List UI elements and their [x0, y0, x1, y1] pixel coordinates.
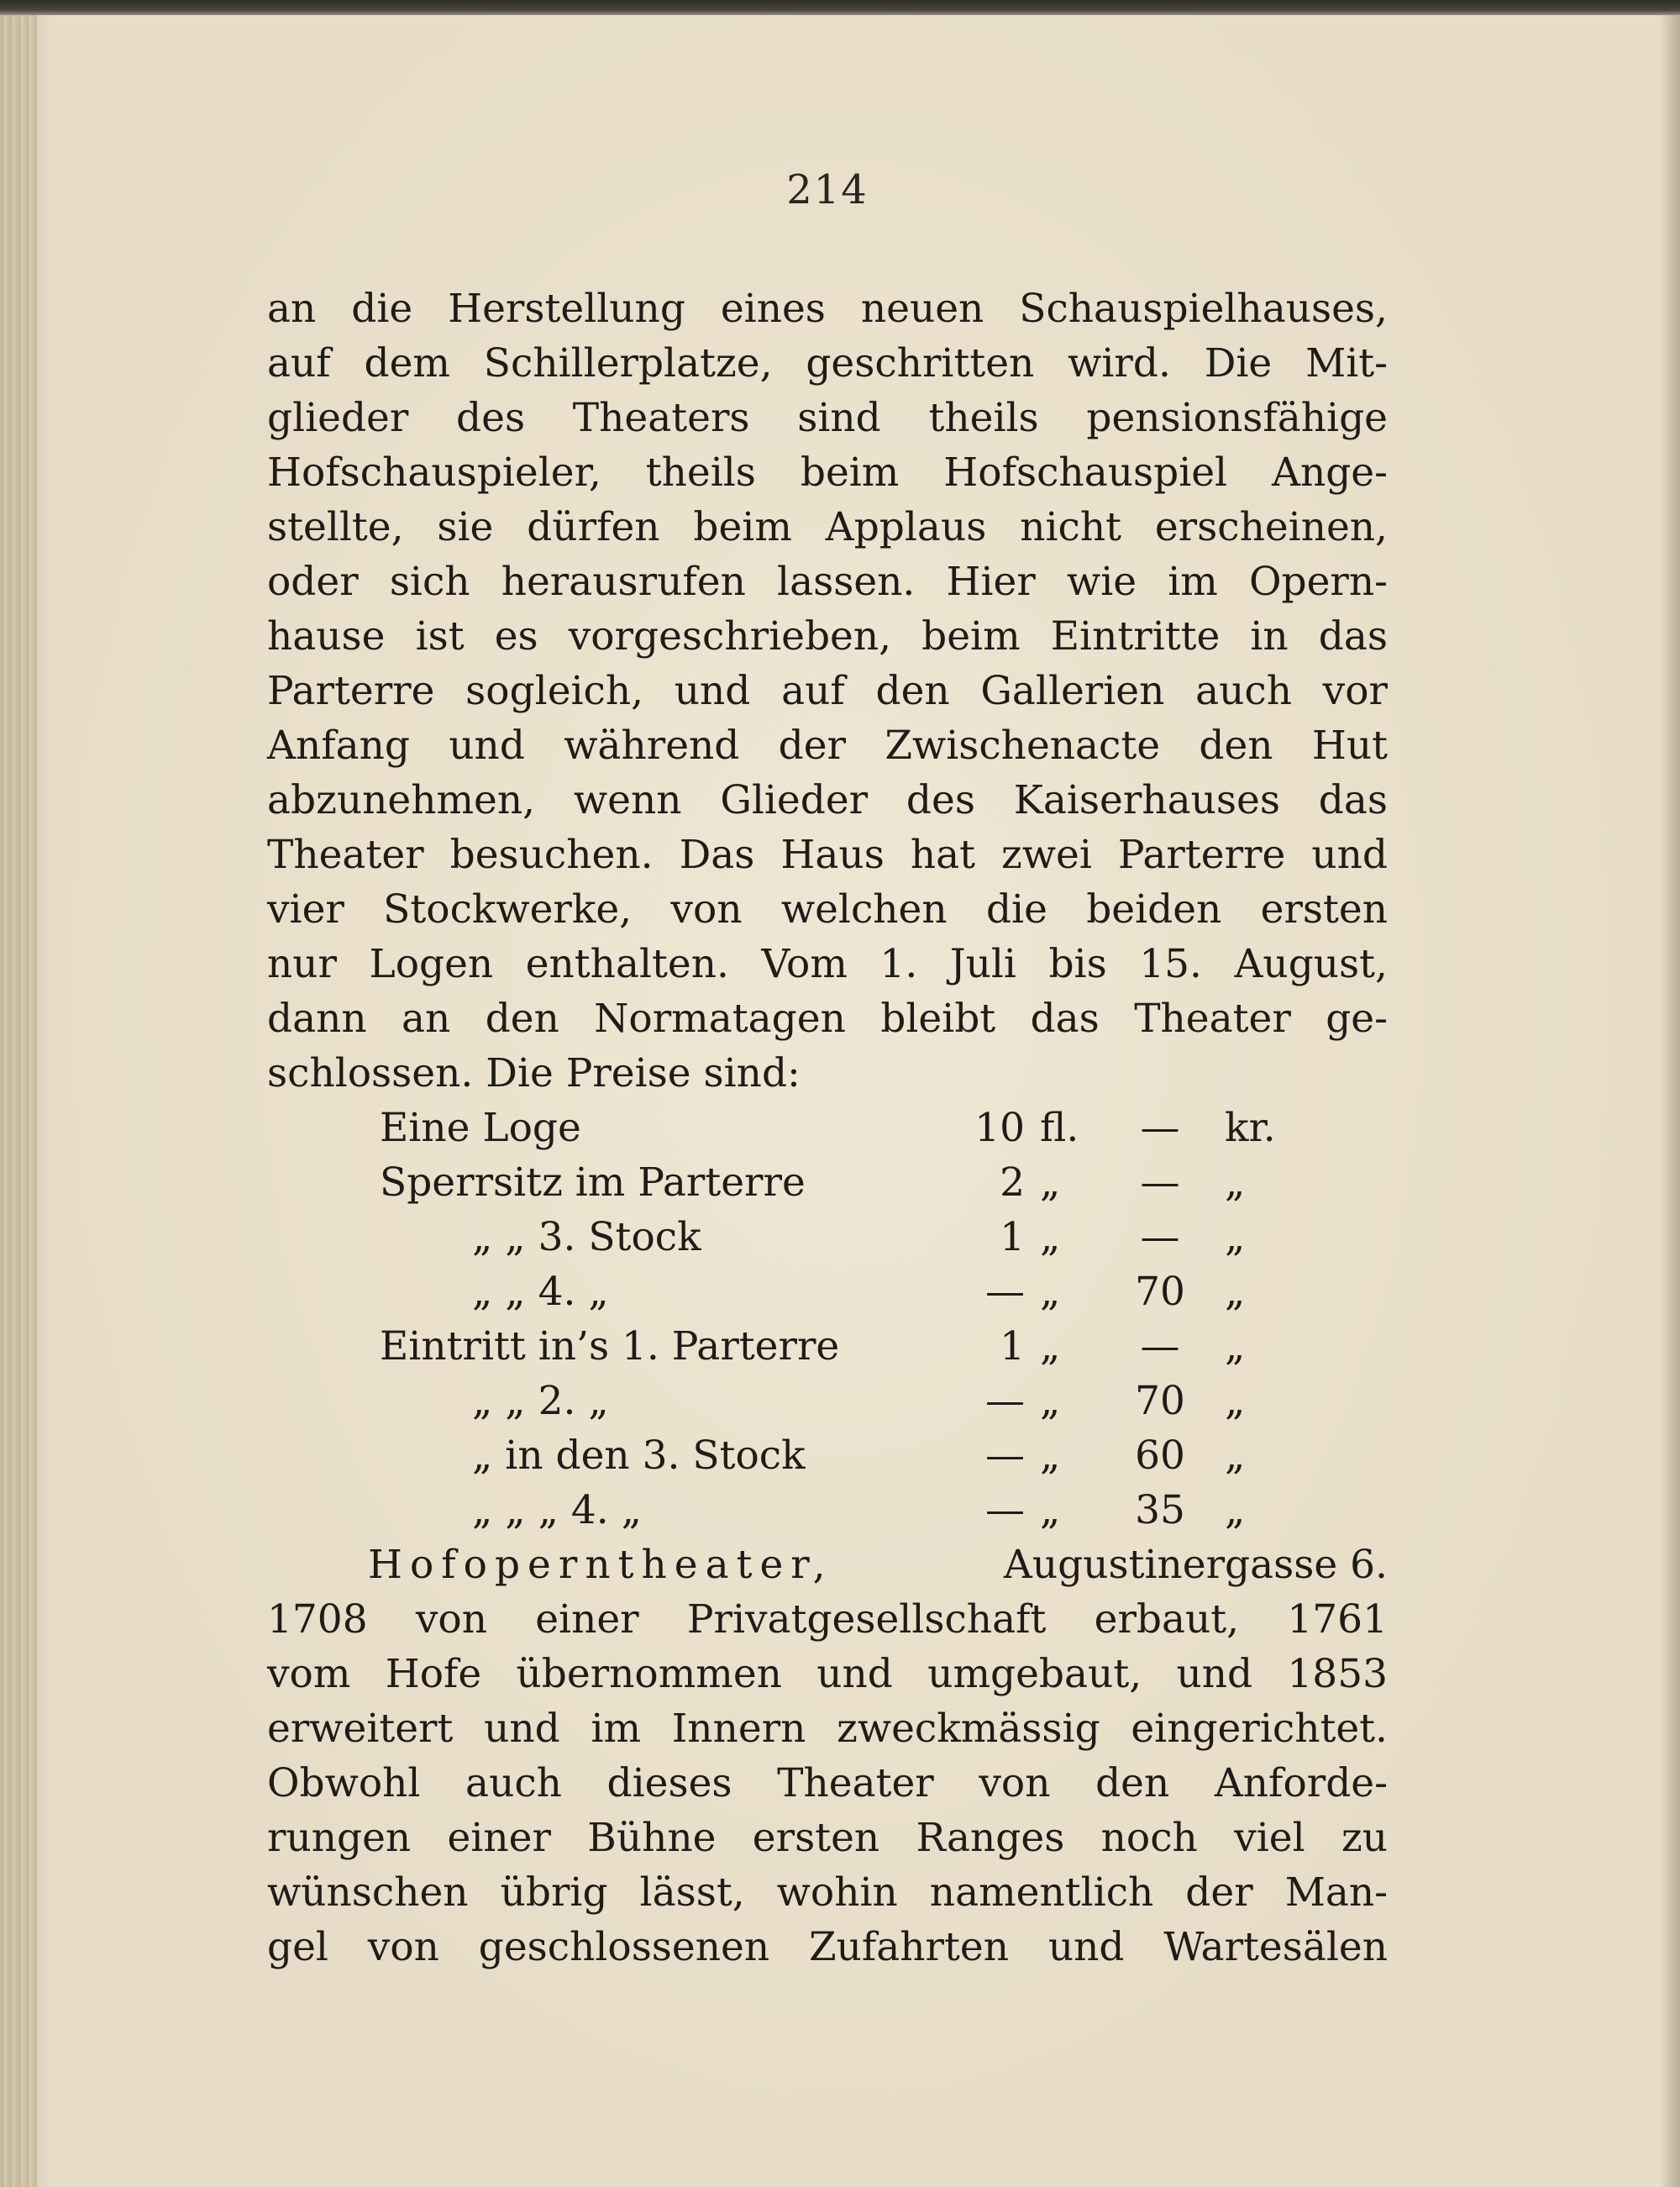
price-fl-unit: „ — [1040, 1214, 1061, 1260]
text-line: hause ist es vorgeschrieben, beim Eintritte in das — [267, 613, 1388, 660]
price-fl-unit: „ — [1040, 1269, 1061, 1315]
price-row — [0, 1103, 1680, 1154]
price-fl-unit: „ — [1040, 1323, 1061, 1370]
price-fl-unit: „ — [1040, 1378, 1061, 1424]
price-kr: 70 — [1135, 1269, 1185, 1315]
page-edge-shadow — [1660, 15, 1680, 2187]
text-line: Anfang und während der Zwischenacte den Hut — [267, 723, 1388, 769]
price-fl: — — [985, 1378, 1025, 1424]
price-kr-unit: kr. — [1225, 1105, 1276, 1151]
price-fl-unit: „ — [1040, 1159, 1061, 1206]
price-label: „ „ 3. Stock — [472, 1214, 701, 1260]
price-label: „ „ 4. „ — [472, 1269, 609, 1315]
text-line: Theater besuchen. Das Haus hat zwei Parterre und — [267, 832, 1388, 878]
price-label: „ in den 3. Stock — [472, 1433, 806, 1479]
price-row — [0, 1322, 1680, 1372]
price-label: Sperrsitz im Parterre — [380, 1159, 806, 1206]
price-fl: 2 — [1000, 1159, 1025, 1206]
price-label: Eintritt in’s 1. Parterre — [380, 1323, 840, 1370]
text-line: Parterre sogleich, und auf den Gallerien auch vor — [267, 668, 1388, 714]
text-line: an die Herstellung eines neuen Schauspielhauses, — [267, 286, 1388, 332]
text-line: wünschen übrig lässt, wohin namentlich der Man- — [267, 1869, 1388, 1916]
price-kr: 70 — [1135, 1378, 1185, 1424]
text-line: glieder des Theaters sind theils pensionsfähige — [267, 395, 1388, 441]
section-heading: Hofoperntheater, — [368, 1542, 833, 1588]
price-fl-unit: fl. — [1040, 1105, 1079, 1151]
page-gutter — [0, 15, 37, 2187]
price-fl: 10 — [974, 1105, 1025, 1151]
price-fl: 1 — [1000, 1214, 1025, 1260]
price-label: „ „ „ 4. „ — [472, 1487, 642, 1533]
price-kr-unit: „ — [1225, 1323, 1246, 1370]
text-line: rungen einer Bühne ersten Ranges noch viel zu — [267, 1815, 1388, 1861]
text-line: Hofschauspieler, theils beim Hofschauspiel Ange- — [267, 449, 1388, 496]
price-row — [0, 1267, 1680, 1317]
price-kr-unit: „ — [1225, 1214, 1246, 1260]
price-kr: — — [1140, 1159, 1180, 1206]
price-kr: 60 — [1135, 1433, 1185, 1479]
price-fl-unit: „ — [1040, 1433, 1061, 1479]
price-kr-unit: „ — [1225, 1433, 1246, 1479]
price-label: „ „ 2. „ — [472, 1378, 609, 1424]
text-line: dann an den Normatagen bleibt das Theater ge- — [267, 996, 1388, 1042]
price-kr-unit: „ — [1225, 1269, 1246, 1315]
price-row — [0, 1485, 1680, 1536]
price-label: Eine Loge — [380, 1105, 581, 1151]
page-number: 214 — [786, 166, 869, 213]
price-kr-unit: „ — [1225, 1159, 1246, 1206]
price-kr-unit: „ — [1225, 1487, 1246, 1533]
price-row — [0, 1431, 1680, 1481]
text-line: nur Logen enthalten. Vom 1. Juli bis 15. August, — [267, 941, 1388, 987]
text-line: erweitert und im Innern zweckmässig eingerichtet. — [267, 1706, 1388, 1752]
price-fl: — — [985, 1433, 1025, 1479]
price-fl-unit: „ — [1040, 1487, 1061, 1533]
price-row — [0, 1376, 1680, 1427]
price-kr: — — [1140, 1105, 1180, 1151]
price-kr-unit: „ — [1225, 1378, 1246, 1424]
price-fl: — — [985, 1269, 1025, 1315]
text-line: gel von geschlossenen Zufahrten und Wartesälen — [267, 1924, 1388, 1970]
text-line: abzunehmen, wenn Glieder des Kaiserhauses das — [267, 777, 1388, 823]
text-line: oder sich herausrufen lassen. Hier wie im Opern- — [267, 559, 1388, 605]
price-kr: 35 — [1135, 1487, 1185, 1533]
price-kr: — — [1140, 1323, 1180, 1370]
text-line: auf dem Schillerplatze, geschritten wird. Die Mit- — [267, 340, 1388, 386]
text-line: Obwohl auch dieses Theater von den Anforde- — [267, 1760, 1388, 1806]
text-line — [368, 1540, 1388, 1590]
text-line: stellte, sie dürfen beim Applaus nicht erscheinen, — [267, 504, 1388, 550]
price-row — [0, 1158, 1680, 1208]
price-fl: — — [985, 1487, 1025, 1533]
text-line: schlossen. Die Preise sind: — [267, 1050, 801, 1096]
address-text: Augustinergasse 6. — [1003, 1542, 1388, 1588]
price-kr: — — [1140, 1214, 1180, 1260]
text-line: 1708 von einer Privatgesellschaft erbaut, 1761 — [267, 1596, 1388, 1643]
price-row — [0, 1212, 1680, 1263]
text-line: vom Hofe übernommen und umgebaut, und 1853 — [267, 1651, 1388, 1697]
text-line: vier Stockwerke, von welchen die beiden ersten — [267, 886, 1388, 933]
price-fl: 1 — [1000, 1323, 1025, 1370]
